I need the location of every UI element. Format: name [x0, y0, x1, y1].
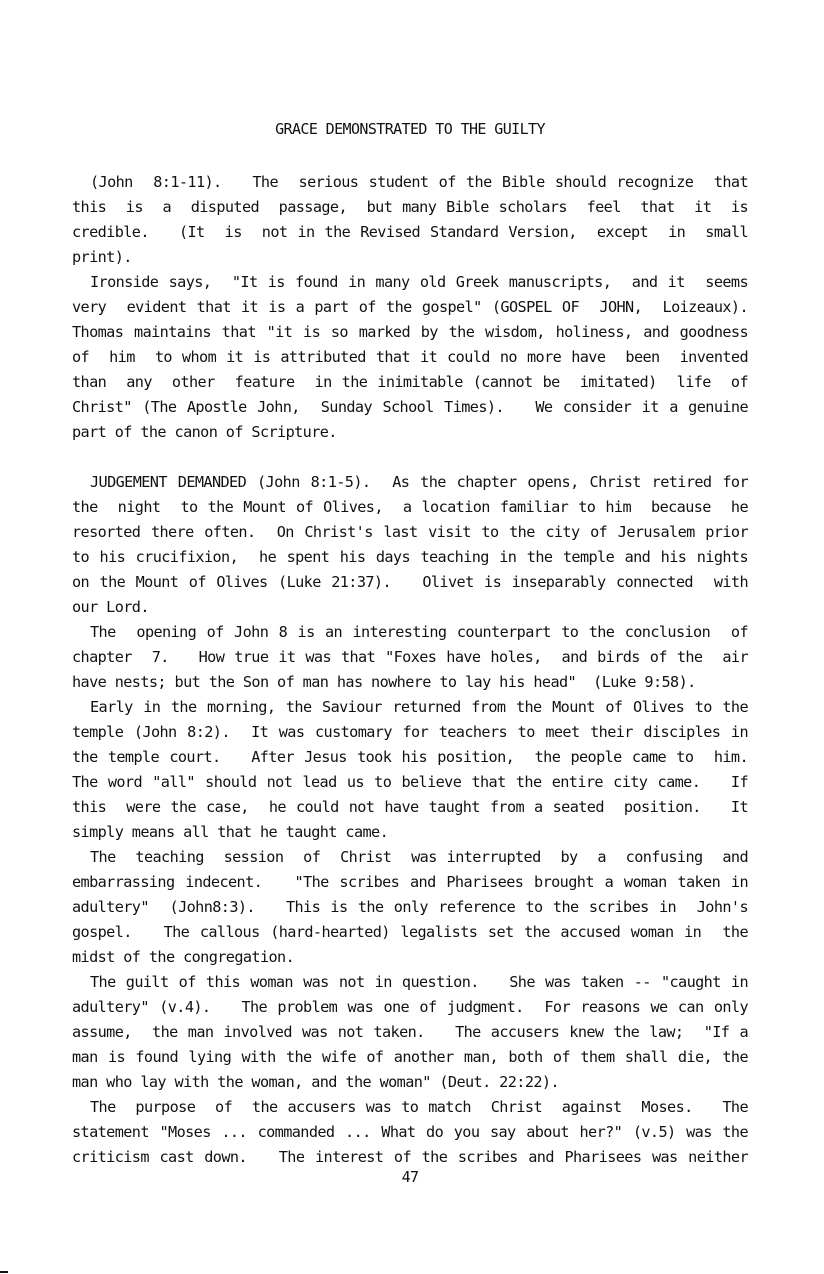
text-line: (John 8:1-11). The serious student of the Bible should recognize that — [90, 173, 748, 191]
text-line: temple (John 8:2). It was customary for teachers to meet their disciples in — [72, 723, 748, 741]
text-line: The purpose of the accusers was to match Christ against Moses. The — [90, 1098, 748, 1116]
text-line: assume, the man involved was not taken. The accusers knew the law; "If a — [72, 1023, 748, 1041]
text-line: The guilt of this woman was not in question. She was taken -- "caught in — [90, 973, 748, 991]
text-line: the temple court. After Jesus took his position, the people came to him. — [72, 748, 748, 766]
text-line: gospel. The callous (hard-hearted) legalists set the accused woman in the — [72, 923, 748, 941]
text-line: JUDGEMENT DEMANDED (John 8:1-5). As the chapter opens, Christ retired for — [90, 473, 748, 491]
text-line: part of the canon of Scripture. — [72, 423, 337, 441]
text-line: man who lay with the woman, and the woman" (Deut. 22:22). — [72, 1073, 559, 1091]
text-line: man is found lying with the wife of another man, both of them shall die, the — [72, 1048, 748, 1066]
paragraph — [72, 170, 748, 270]
scan-corner-mark — [0, 1271, 8, 1273]
text-line: this were the case, he could not have taught from a seated position. It — [72, 798, 748, 816]
text-line: embarrassing indecent. "The scribes and Pharisees brought a woman taken in — [72, 873, 748, 891]
text-line: very evident that it is a part of the gospel" (GOSPEL OF JOHN, Loizeaux). — [72, 298, 748, 316]
text-line: Ironside says, "It is found in many old Greek manuscripts, and it seems — [90, 273, 748, 291]
text-line: of him to whom it is attributed that it could no more have been invented — [72, 348, 748, 366]
text-line: The word "all" should not lead us to believe that the entire city came. If — [72, 773, 748, 791]
text-line: adultery" (v.4). The problem was one of judgment. For reasons we can only — [72, 998, 748, 1016]
page-number: 47 — [401, 1168, 419, 1186]
text-line: to his crucifixion, he spent his days teaching in the temple and his nights — [72, 548, 748, 566]
paragraph — [72, 695, 748, 845]
text-line: the night to the Mount of Olives, a location familiar to him because he — [72, 498, 748, 516]
chapter-title: GRACE DEMONSTRATED TO THE GUILTY — [275, 120, 545, 138]
paragraph — [72, 1095, 748, 1170]
text-line: Early in the morning, the Saviour returned from the Mount of Olives to the — [90, 698, 748, 716]
text-line: our Lord. — [72, 598, 149, 616]
text-line: The teaching session of Christ was interrupted by a confusing and — [90, 848, 748, 866]
text-line: simply means all that he taught came. — [72, 823, 389, 841]
text-line: than any other feature in the inimitable (cannot be imitated) life of — [72, 373, 748, 391]
paragraph — [72, 270, 748, 445]
paragraph — [72, 620, 748, 695]
text-line: The opening of John 8 is an interesting counterpart to the conclusion of — [90, 623, 748, 641]
text-line: chapter 7. How true it was that "Foxes have holes, and birds of the air — [72, 648, 748, 666]
text-line: Christ" (The Apostle John, Sunday School Times). We consider it a genuine — [72, 398, 748, 416]
paragraph — [72, 845, 748, 970]
paragraph — [72, 470, 748, 620]
text-line: midst of the congregation. — [72, 948, 295, 966]
text-line: print). — [72, 248, 132, 266]
text-line: on the Mount of Olives (Luke 21:37). Olivet is inseparably connected with — [72, 573, 748, 591]
text-line: resorted there often. On Christ's last visit to the city of Jerusalem prior — [72, 523, 748, 541]
text-line: statement "Moses ... commanded ... What do you say about her?" (v.5) was the — [72, 1123, 748, 1141]
text-line: criticism cast down. The interest of the scribes and Pharisees was neither — [72, 1148, 748, 1166]
paragraph — [72, 970, 748, 1095]
text-line: adultery" (John8:3). This is the only reference to the scribes in John's — [72, 898, 748, 916]
text-line: credible. (It is not in the Revised Standard Version, except in small — [72, 223, 748, 241]
text-line: Thomas maintains that "it is so marked by the wisdom, holiness, and goodness — [72, 323, 748, 341]
text-line: this is a disputed passage, but many Bible scholars feel that it is — [72, 198, 748, 216]
text-line: have nests; but the Son of man has nowhere to lay his head" (Luke 9:58). — [72, 673, 696, 691]
